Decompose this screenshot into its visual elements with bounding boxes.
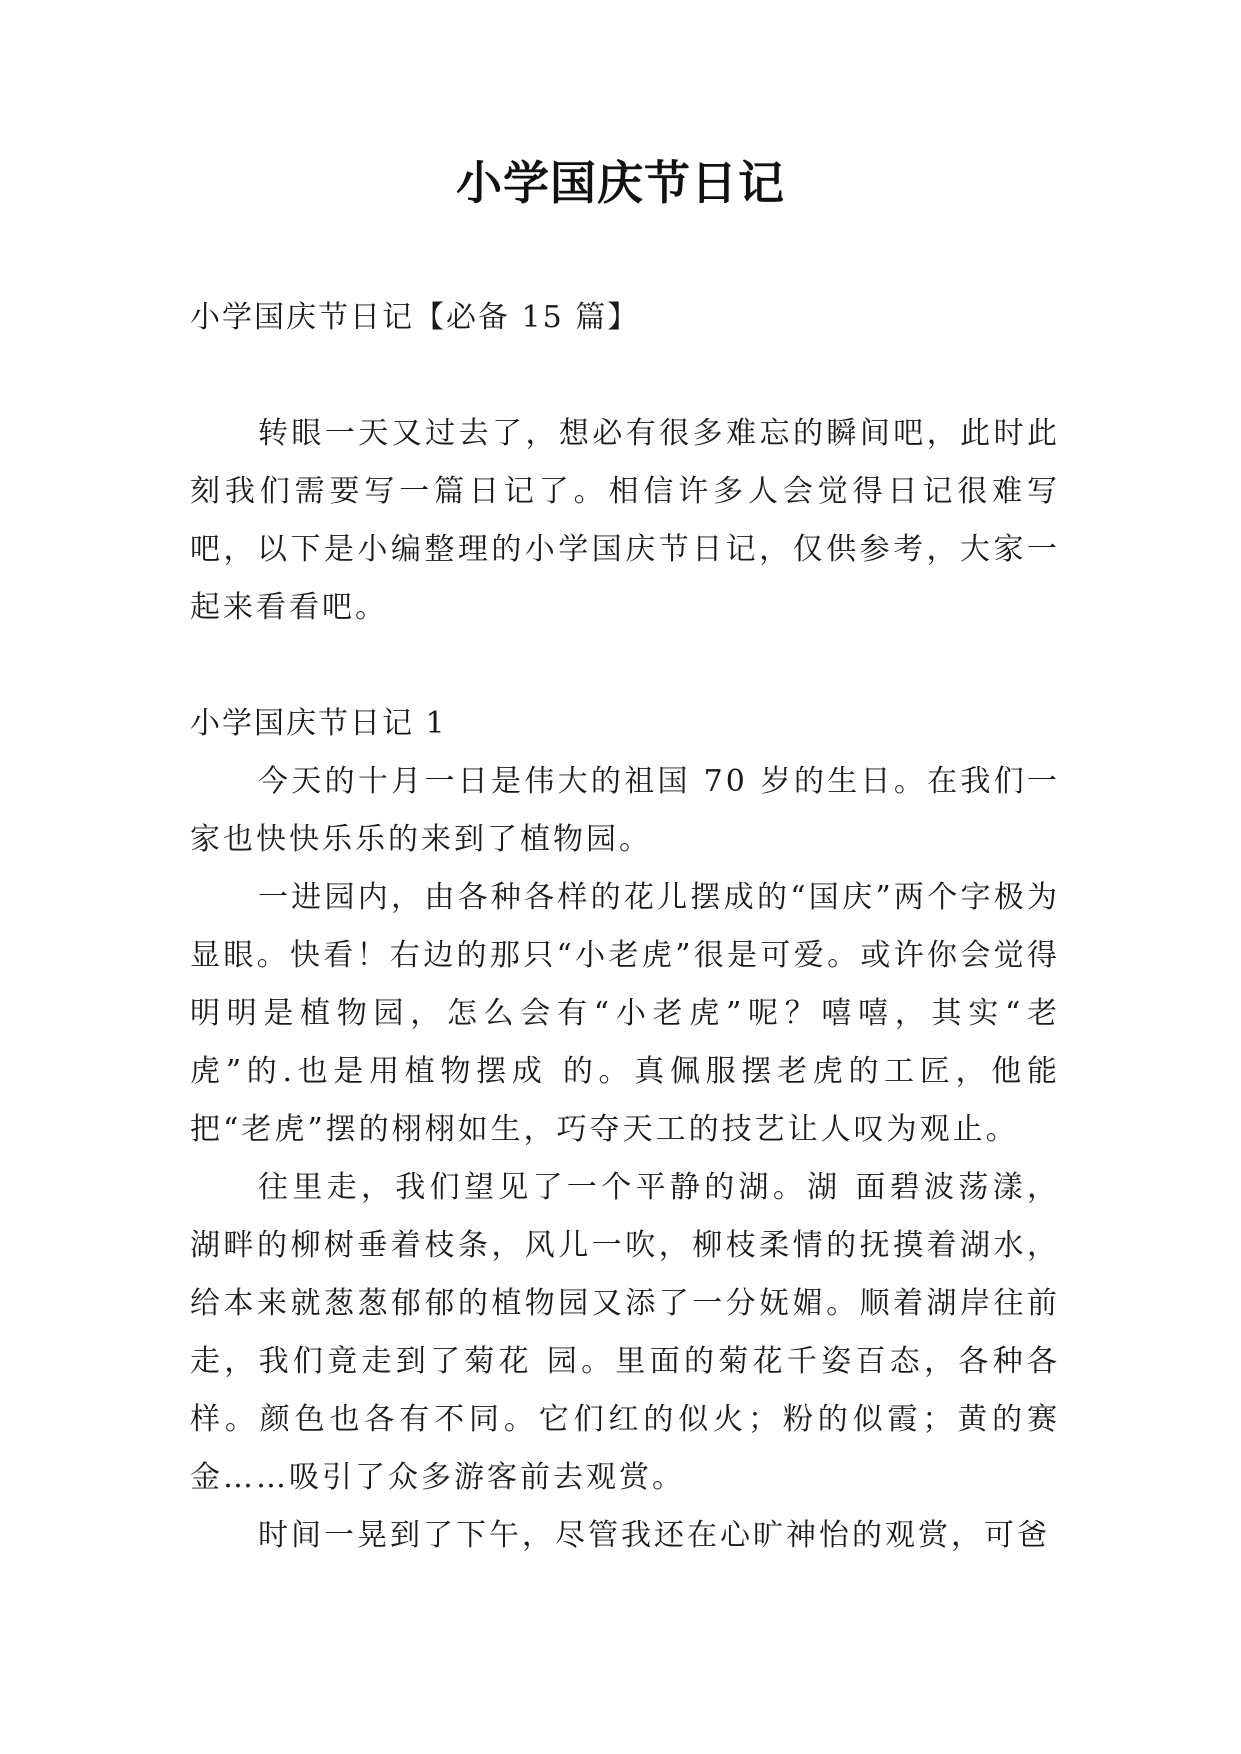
- document-subtitle: 小学国庆节日记【必备 15 篇】: [190, 300, 640, 335]
- document-body: [190, 289, 1060, 1565]
- intro-paragraph: 转眼一天又过去了，想必有很多难忘的瞬间吧，此时此刻我们需要写一篇日记了。相信许多人会觉得日记很难写吧，以下是小编整理的小学国庆节日记，仅供参考，大家一起来看看吧。: [190, 416, 1060, 625]
- document-title: 小学国庆节日记: [456, 156, 785, 210]
- section-paragraph: 时间一晃到了下午，尽管我还在心旷神怡的观赏，可爸: [258, 1518, 1050, 1553]
- section-heading: 小学国庆节日记 1: [190, 706, 447, 741]
- diary-section: [190, 695, 1060, 1565]
- section-paragraph: 今天的十月一日是伟大的祖国 70 岁的生日。在我们一家也快快乐乐的来到了植物园。: [190, 764, 1060, 857]
- section-paragraph: 一进园内，由各种各样的花儿摆成的“国庆”两个字极为显眼。快看！右边的那只“小老虎”很是可爱。或许你会觉得明明是植物园，怎么会有“小老虎”呢？嘻嘻，其实“老虎”的.也是用植物摆成 的。真佩服摆老虎的工匠，他能把“老虎”摆的栩栩如生，巧夺天工的技艺让人叹为观止。: [190, 880, 1060, 1147]
- section-paragraph: 往里走，我们望见了一个平静的湖。湖 面碧波荡漾，湖畔的柳树垂着枝条，风儿一吹，柳枝柔情的抚摸着湖水，给本来就葱葱郁郁的植物园又添了一分妩媚。顺着湖岸往前走，我们竟走到了菊花 园。里面的菊花千姿百态，各种各样。颜色也各有不同。它们红的似火；粉的似霞；黄的赛金……吸引了众多游客前去观赏。: [190, 1170, 1060, 1495]
